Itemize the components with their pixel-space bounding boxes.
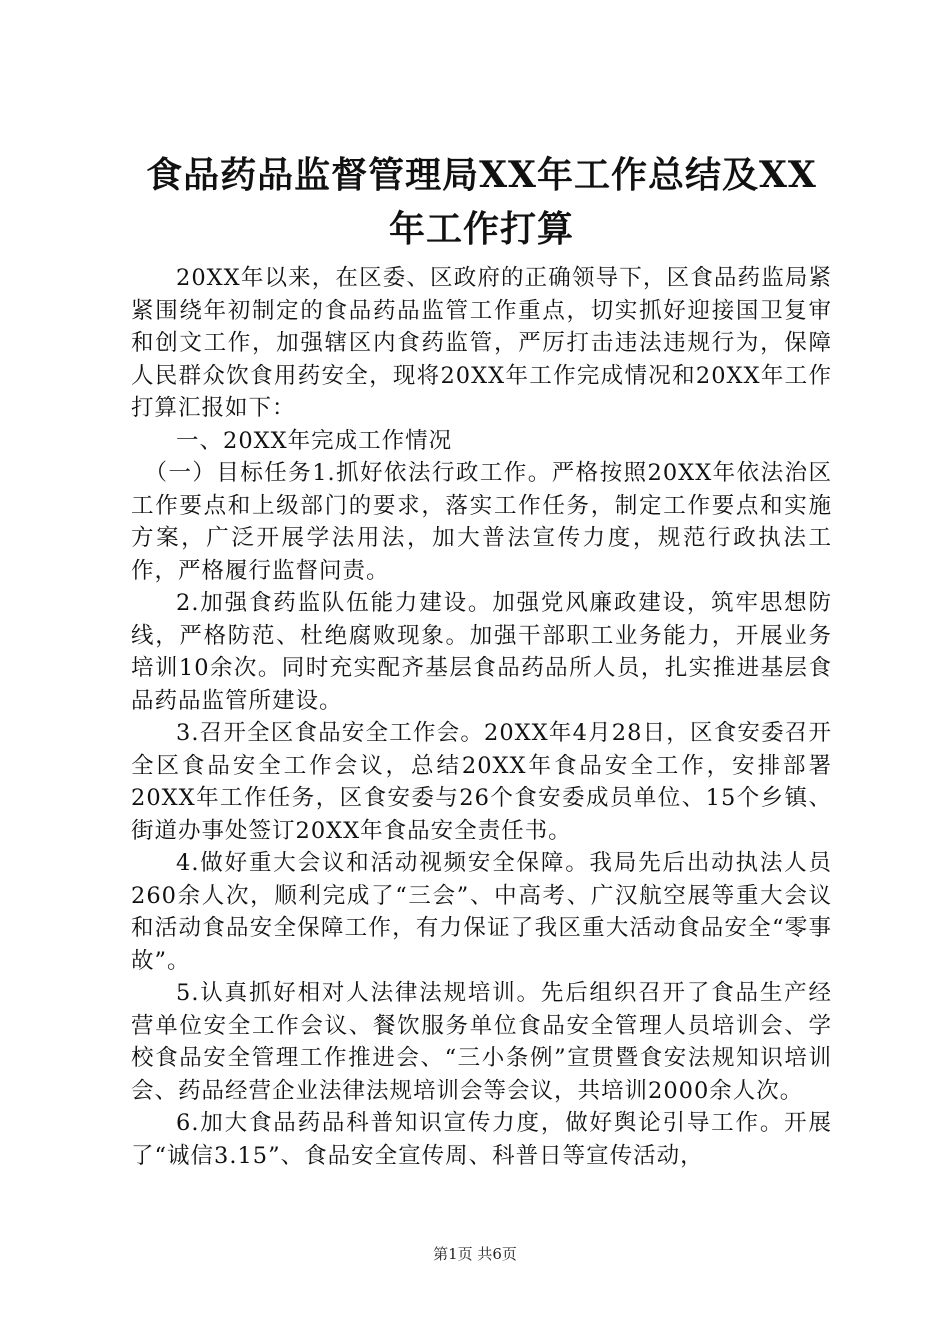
item-paragraph-5: 5.认真抓好相对人法律法规培训。先后组织召开了食品生产经营单位安全工作会议、餐饮服务单位食品安全管理人员培训会、学校食品安全管理工作推进会、“三小条例”宣贯暨食安法规知识培训会、药品经营企业法律法规培训会等会议，共培训2000余人次。 [131,980,832,1104]
item-paragraph-1: （一）目标任务1.抓好依法行政工作。严格按照20XX年依法治区工作要点和上级部门的要求，落实工作任务，制定工作要点和实施方案，广泛开展学法用法，加大普法宣传力度，规范行政执法工作，严格履行监督问责。 [131,460,832,584]
item-paragraph-6: 6.加大食品药品科普知识宣传力度，做好舆论引导工作。开展了“诚信3.15”、食品安全宣传周、科普日等宣传活动， [131,1110,832,1169]
intro-paragraph: 20XX年以来，在区委、区政府的正确领导下，区食品药监局紧紧围绕年初制定的食品药品监管工作重点，切实抓好迎接国卫复审和创文工作，加强辖区内食药监管，严厉打击违法违规行为，保障人民群众饮食用药安全，现将20XX年工作完成情况和20XX年工作打算汇报如下： [131,265,832,421]
item-paragraph-2: 2.加强食药监队伍能力建设。加强党风廉政建设，筑牢思想防线，严格防范、杜绝腐败现象。加强干部职工业务能力，开展业务培训10余次。同时充实配齐基层食品药品所人员，扎实推进基层食品药品监管所建设。 [131,590,832,714]
item-paragraph-3: 3.召开全区食品安全工作会。20XX年4月28日，区食安委召开全区食品安全工作会议，总结20XX年食品安全工作，安排部署20XX年工作任务，区食安委与26个食安委成员单位、15个乡镇、街道办事处签订20XX年食品安全责任书。 [131,720,832,844]
item-paragraph-4: 4.做好重大会议和活动视频安全保障。我局先后出动执法人员260余人次，顺利完成了“三会”、中高考、广汉航空展等重大会议和活动食品安全保障工作，有力保证了我区重大活动食品安全“零事故”。 [131,850,832,974]
document-title: 食品药品监督管理局XX年工作总结及XX年工作打算 [146,154,817,250]
page-number: 第1页 共6页 [433,1245,517,1263]
section-heading: 一、20XX年完成工作情况 [176,427,453,454]
document-body [131,262,832,1172]
